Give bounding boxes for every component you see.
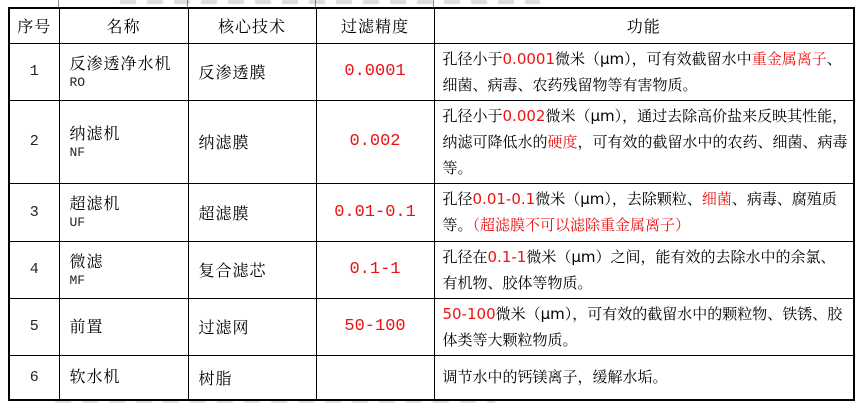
technology-cell: 树脂 [188, 355, 316, 400]
header-index: 序号 [9, 8, 59, 43]
cropped-gridline-stub [187, 0, 188, 7]
function-text-highlight: 重金属离子 [751, 49, 827, 68]
index-cell: 2 [9, 100, 59, 183]
function-text-highlight: 0.01-0.1 [472, 190, 536, 208]
cropped-gridline-stub [315, 0, 316, 7]
technology-cell: 反渗透膜 [188, 43, 316, 100]
device-name: 超滤机 [69, 194, 121, 213]
device-name: 纳滤机 [69, 123, 121, 143]
technology-cell: 过滤网 [188, 298, 316, 355]
precision-cell [316, 355, 434, 400]
device-code: MF [69, 272, 86, 288]
header-precision: 过滤精度 [316, 8, 434, 43]
function-text-highlight: 50-100 [442, 304, 496, 323]
function-cell [434, 100, 854, 183]
function-text-highlight: 0.1-1 [487, 247, 527, 266]
water-filter-spec-table [8, 7, 855, 401]
function-text: 微米（μm），可有效的截留水中的颗粒物、铁锈、胶体类等大颗粒物质。 [442, 304, 843, 349]
index-cell: 6 [9, 355, 59, 400]
precision-cell: 0.0001 [316, 43, 434, 100]
device-name: 微滤 [69, 251, 104, 271]
function-text: 微米（μm），可有效截留水中 [555, 49, 752, 68]
name-cell [59, 241, 188, 298]
table-row [9, 183, 854, 241]
technology-cell: 复合滤芯 [188, 241, 316, 298]
name-cell [59, 43, 188, 100]
function-text: 、病毒、腐殖质等。 [442, 190, 837, 234]
precision-cell: 0.01-0.1 [316, 183, 434, 241]
precision-cell: 50-100 [316, 298, 434, 355]
table-row [9, 298, 854, 355]
function-cell [434, 43, 854, 100]
function-text: 孔径小于 [442, 49, 503, 68]
technology-cell: 超滤膜 [188, 183, 316, 241]
cropped-row-artifact-top [120, 0, 540, 4]
function-text-highlight: 硬度 [547, 132, 578, 151]
technology-cell: 纳滤膜 [188, 100, 316, 183]
function-text: 调节水中的钙镁离子，缓解水垢。 [442, 368, 668, 387]
precision-cell: 0.1-1 [316, 241, 434, 298]
function-text-highlight: 细菌 [701, 190, 732, 208]
function-text-highlight: 0.0001 [502, 49, 556, 68]
cropped-gridline-stub [433, 0, 434, 7]
header-technology: 核心技术 [188, 8, 316, 43]
device-code: RO [69, 74, 86, 90]
index-cell: 4 [9, 241, 59, 298]
index-cell: 3 [9, 183, 59, 241]
function-cell [434, 241, 854, 298]
header-row [9, 8, 854, 43]
function-text: 微米（μm），去除颗粒、 [535, 190, 702, 208]
header-function: 功能 [434, 8, 854, 43]
index-cell: 1 [9, 43, 59, 100]
function-text: 微米（μm）之间，能有效的去除水中的余氯、有机物、胶体等物质。 [442, 247, 836, 292]
table-row [9, 355, 854, 400]
function-text-highlight: （超滤膜不可以滤除重金属离子） [472, 216, 691, 234]
precision-cell: 0.002 [316, 100, 434, 183]
name-cell [59, 100, 188, 183]
function-text: 、细菌、病毒、农药残留物等有害物质。 [442, 49, 842, 94]
device-name: 前置 [69, 316, 104, 336]
table-row [9, 100, 854, 183]
device-code: NF [69, 144, 86, 160]
name-cell [59, 183, 188, 241]
table-body [9, 43, 854, 400]
table-row [9, 43, 854, 100]
cropped-gridline-stub [58, 0, 59, 7]
device-name: 软水机 [69, 367, 121, 387]
name-cell [59, 298, 188, 355]
function-text: 微米（μm），通过去除高价盐来反映其性能，纳滤可降低水的 [442, 106, 848, 151]
function-text: 孔径 [442, 190, 473, 208]
function-cell [434, 298, 854, 355]
function-text: 孔径在 [442, 247, 488, 266]
table-header [9, 8, 854, 43]
table-row [9, 241, 854, 298]
function-cell [434, 183, 854, 241]
function-text-highlight: 0.002 [502, 106, 546, 125]
header-name: 名称 [59, 8, 188, 43]
index-cell: 5 [9, 298, 59, 355]
device-name: 反渗透净水机 [69, 53, 172, 73]
function-text: 孔径小于 [442, 106, 503, 125]
device-code: UF [69, 215, 86, 230]
function-text: ，可有效的截留水中的农药、细菌、病毒等。 [442, 132, 848, 177]
function-cell [434, 355, 854, 400]
name-cell [59, 355, 188, 400]
